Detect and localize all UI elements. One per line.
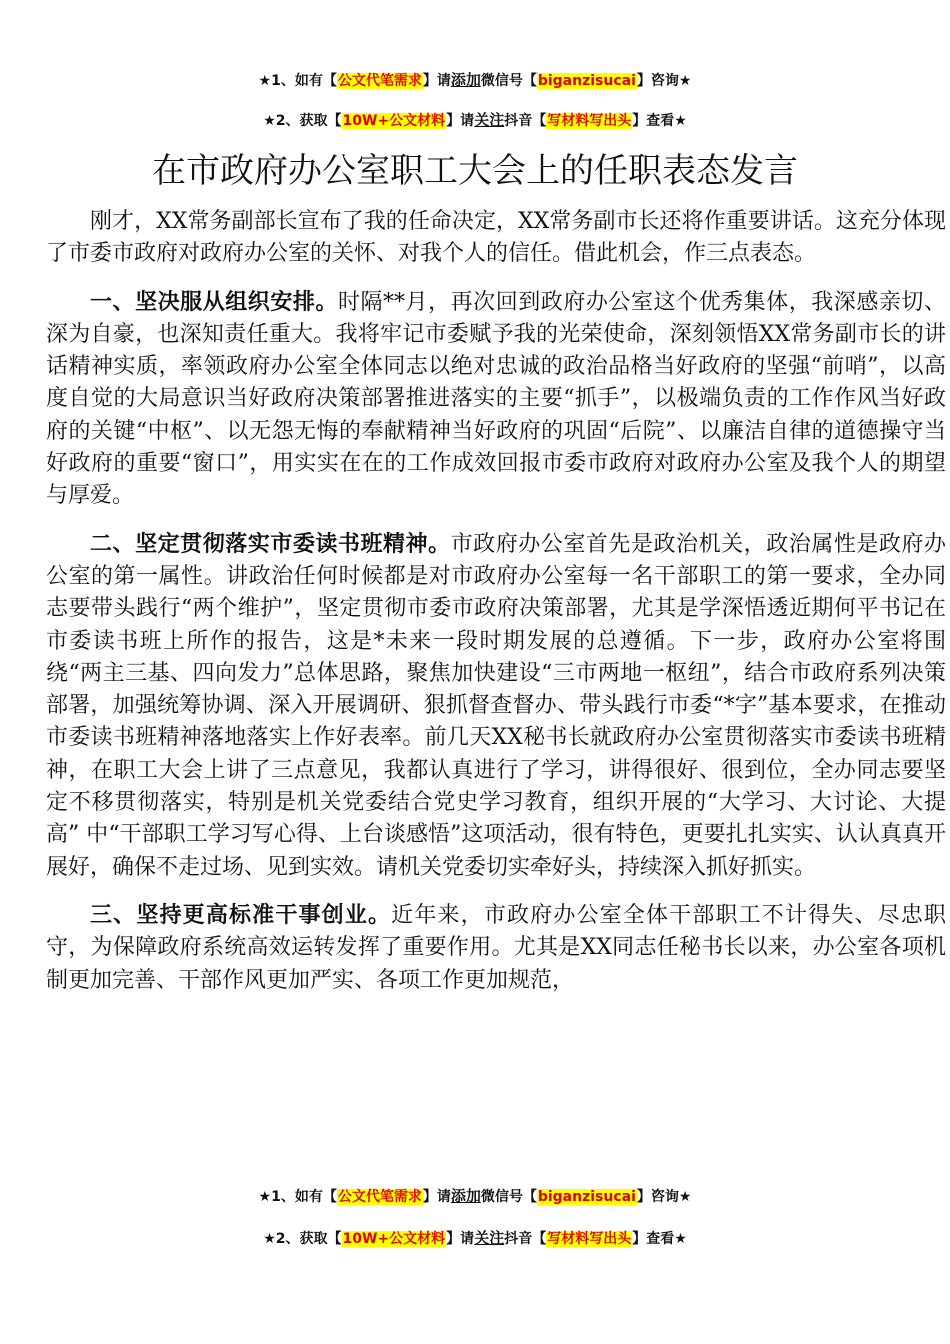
banner-highlight: 公文代笔需求 (337, 1189, 422, 1205)
section-3-paragraph (46, 900, 946, 997)
footer-banner-wechat (0, 1186, 950, 1207)
banner-underline: 添加 (450, 71, 481, 89)
banner-text: 】请 (446, 1231, 475, 1247)
banner-underline: 关注 (474, 1229, 505, 1247)
banner-text: 】查看★ (632, 1231, 687, 1247)
banner-text: 微信号【 (480, 1189, 537, 1205)
banner-text: ★2、获取【 (263, 1231, 342, 1247)
banner-underline: 添加 (450, 1187, 481, 1205)
banner-text: 】查看★ (632, 113, 687, 129)
banner-text: 】咨询★ (636, 1189, 692, 1205)
banner-text: 】请 (446, 113, 475, 129)
banner-text: 】请 (422, 73, 451, 89)
banner-text: ★1、如有【 (258, 73, 337, 89)
banner-text: 】咨询★ (636, 73, 692, 89)
banner-highlight: 10W+公文材料 (342, 1231, 446, 1247)
banner-highlight: 10W+公文材料 (342, 113, 446, 129)
banner-highlight: 公文代笔需求 (337, 73, 422, 89)
header-banner-douyin (0, 110, 950, 131)
section-1-paragraph (46, 287, 946, 513)
banner-wechat-id: biganzisucai (537, 1189, 636, 1205)
banner-text: ★1、如有【 (258, 1189, 337, 1205)
banner-douyin-name: 写材料写出头 (547, 1231, 632, 1247)
banner-text: 抖音【 (504, 1231, 547, 1247)
banner-text: 】请 (422, 1189, 451, 1205)
section-3-heading: 三、坚持更高标准干事创业。 (90, 902, 392, 928)
intro-paragraph: 刚才，XX常务副部长宣布了我的任命决定，XX常务副市长还将作重要讲话。这充分体现了市委市政府对政府办公室的关怀、对我个人的信任。借此机会，作三点表态。 (46, 209, 946, 267)
banner-douyin-name: 写材料写出头 (547, 113, 632, 129)
section-1-heading: 一、坚决服从组织安排。 (90, 289, 338, 315)
section-2-text: 市政府办公室首先是政治机关，政治属性是政府办公室的第一属性。讲政治任何时候都是对市政府办公室每一名干部职工的第一要求，全办同志要带头践行“两个维护”，坚定贯彻市委市政府决策部署，尤其是学深悟透近期何平书记在市委读书班上所作的报告，这是*未来一段时期发展的总遵循。下一步，政府办公室将围绕“两主三基、四向发力”总体思路，聚焦加快建设“三市两地一枢纽”，结合市政府系列决策部署，加强统筹协调、深入开展调研、狠抓督查督办、带头践行市委“*字”基本要求，在推动市委读书班精神落地落实上作好表率。前几天XX秘书长就政府办公室贯彻落实市委读书班精神，在职工大会上讲了三点意见，我都认真进行了学习，讲得很好、很到位，全办同志要坚定不移贯彻落实，特别是机关党委结合党史学习教育，组织开展的“大学习、大讨论、大提高” 中“干部职工学习写心得、上台谈感悟”这项活动，很有特色，更要扎扎实实、认认真真开展好，确保不走过场、见到实效。请机关党委切实牵好头，持续深入抓好抓实。 (46, 531, 946, 880)
banner-text: ★2、获取【 (263, 113, 342, 129)
banner-wechat-id: biganzisucai (537, 73, 636, 89)
banner-underline: 关注 (474, 111, 505, 129)
section-2-heading: 二、坚定贯彻落实市委读书班精神。 (90, 531, 451, 557)
section-3-text: 近年来，市政府办公室全体干部职工不计得失、尽忠职守，为保障政府系统高效运转发挥了重要作用。尤其是XX同志任秘书长以来，办公室各项机制更加完善、干部作风更加严实、各项工作更加规范， (46, 902, 946, 993)
section-1-text: 时隔**月，再次回到政府办公室这个优秀集体，我深感亲切、深为自豪，也深知责任重大。我将牢记市委赋予我的光荣使命，深刻领悟XX常务副市长的讲话精神实质，率领政府办公室全体同志以绝对忠诚的政治品格当好政府的坚强“前哨”，以高度自觉的大局意识当好政府决策部署推进落实的主要“抓手”，以极端负责的工作作风当好政府的关键“中枢”、以无怨无悔的奉献精神当好政府的巩固“后院”、以廉洁自律的道德操守当好政府的重要“窗口”，用实实在在的工作成效回报市委市政府对政府办公室及我个人的期望与厚爱。 (46, 289, 946, 509)
section-2-paragraph (46, 529, 946, 884)
document-title: 在市政府办公室职工大会上的任职表态发言 (152, 151, 798, 191)
banner-text: 抖音【 (504, 113, 547, 129)
footer-banner-douyin (0, 1228, 950, 1249)
banner-text: 微信号【 (480, 73, 537, 89)
header-banner-wechat (0, 70, 950, 91)
document-body (46, 206, 946, 1013)
